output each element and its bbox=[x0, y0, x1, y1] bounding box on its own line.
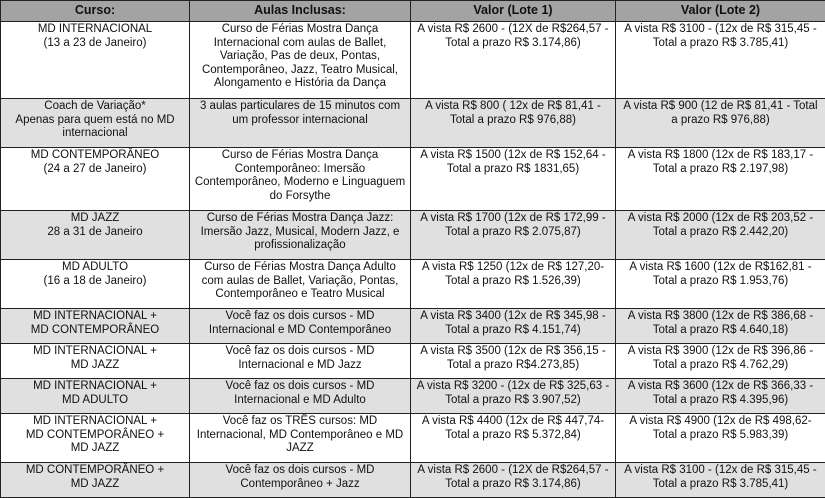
cell-aulas: Curso de Férias Mostra Dança Internacional com aulas de Ballet, Variação, Pas de deux, Pontas, Contemporâneo, Jazz, Teatro Musical, Alongamento e História da Dança bbox=[190, 22, 411, 99]
table-row bbox=[1, 99, 825, 148]
curso-line: (16 a 18 de Janeiro) bbox=[4, 275, 186, 289]
curso-line: MD ADULTO bbox=[4, 394, 186, 408]
cell-curso bbox=[1, 344, 190, 379]
cell-aulas: Você faz os dois cursos - MD Internacional e MD Adulto bbox=[190, 379, 411, 414]
cell-lote2: A vista R$ 3600 (12x de R$ 366,33 - Total a prazo R$ 4.395,96) bbox=[616, 379, 825, 414]
cell-aulas: Você faz os TRÊS cursos: MD Internacional, MD Contemporâneo e MD JAZZ bbox=[190, 414, 411, 463]
cell-aulas: Você faz os dois cursos - MD Internacional e MD Jazz bbox=[190, 344, 411, 379]
cell-lote1: A vista R$ 3400 (12x de R$ 345,98 - Total a prazo R$ 4.151,74) bbox=[411, 309, 616, 344]
table-row bbox=[1, 344, 825, 379]
table-row bbox=[1, 309, 825, 344]
cell-aulas: Você faz os dois cursos - MD Internacional e MD Contemporâneo bbox=[190, 309, 411, 344]
cell-lote2: A vista R$ 3100 - (12x de R$ 315,45 - Total a prazo R$ 3.785,41) bbox=[616, 463, 825, 498]
curso-line: MD INTERNACIONAL + bbox=[4, 415, 186, 429]
cell-curso bbox=[1, 211, 190, 260]
cell-curso bbox=[1, 99, 190, 148]
cell-curso bbox=[1, 309, 190, 344]
cell-aulas: Curso de Férias Mostra Dança Adulto com aulas de Ballet, Variação, Pontas, Contemporâneo e Teatro Musical bbox=[190, 260, 411, 309]
curso-line: MD INTERNACIONAL bbox=[4, 23, 186, 37]
table-row bbox=[1, 379, 825, 414]
cell-lote1: A vista R$ 4400 (12x de R$ 447,74- Total a prazo R$ 5.372,84) bbox=[411, 414, 616, 463]
header-lote1: Valor (Lote 1) bbox=[411, 1, 616, 22]
cell-lote1: A vista R$ 2600 - (12X de R$264,57 - Total a prazo R$ 3.174,86) bbox=[411, 463, 616, 498]
header-curso: Curso: bbox=[1, 1, 190, 22]
curso-line: MD CONTEMPORÂNEO + bbox=[4, 464, 186, 478]
cell-lote2: A vista R$ 4900 (12x de R$ 498,62- Total a prazo R$ 5.983,39) bbox=[616, 414, 825, 463]
table-row bbox=[1, 414, 825, 463]
header-row bbox=[1, 1, 825, 22]
cell-curso bbox=[1, 148, 190, 211]
cell-lote1: A vista R$ 1700 (12x de R$ 172,99 - Total a prazo R$ 2.075,87) bbox=[411, 211, 616, 260]
cell-lote1: A vista R$ 1500 (12x de R$ 152,64 - Total a prazo R$ 1831,65) bbox=[411, 148, 616, 211]
header-aulas: Aulas Inclusas: bbox=[190, 1, 411, 22]
curso-line: (24 a 27 de Janeiro) bbox=[4, 163, 186, 177]
cell-aulas: 3 aulas particulares de 15 minutos com um professor internacional bbox=[190, 99, 411, 148]
curso-line: MD CONTEMPORÂNEO + bbox=[4, 429, 186, 443]
cell-lote2: A vista R$ 3900 (12x de R$ 396,86 - Total a prazo R$ 4.762,29) bbox=[616, 344, 825, 379]
table-row bbox=[1, 260, 825, 309]
cell-lote1: A vista R$ 3500 (12x de R$ 356,15 - Total a prazo R$4.273,85) bbox=[411, 344, 616, 379]
header-lote2: Valor (Lote 2) bbox=[616, 1, 825, 22]
curso-line: 28 a 31 de Janeiro bbox=[4, 226, 186, 240]
cell-lote1: A vista R$ 2600 - (12X de R$264,57 - Total a prazo R$ 3.174,86) bbox=[411, 22, 616, 99]
cell-lote1: A vista R$ 800 ( 12x de R$ 81,41 - Total a prazo R$ 976,88) bbox=[411, 99, 616, 148]
curso-line: MD JAZZ bbox=[4, 442, 186, 456]
curso-line: MD INTERNACIONAL + bbox=[4, 345, 186, 359]
cell-curso bbox=[1, 260, 190, 309]
cell-curso bbox=[1, 414, 190, 463]
curso-line: MD INTERNACIONAL + bbox=[4, 310, 186, 324]
table-row bbox=[1, 148, 825, 211]
curso-line: Apenas para quem está no MD internacional bbox=[4, 114, 186, 141]
curso-line: MD JAZZ bbox=[4, 212, 186, 226]
cell-curso bbox=[1, 379, 190, 414]
cell-lote2: A vista R$ 900 (12 de R$ 81,41 - Total a prazo R$ 976,88) bbox=[616, 99, 825, 148]
table-row bbox=[1, 211, 825, 260]
cell-aulas: Você faz os dois cursos - MD Contemporâneo + Jazz bbox=[190, 463, 411, 498]
cell-lote2: A vista R$ 1600 (12x de R$162,81 - Total a prazo R$ 1.953,76) bbox=[616, 260, 825, 309]
cell-curso bbox=[1, 22, 190, 99]
cell-lote1: A vista R$ 1250 (12x de R$ 127,20- Total a prazo R$ 1.526,39) bbox=[411, 260, 616, 309]
curso-line: MD INTERNACIONAL + bbox=[4, 380, 186, 394]
cell-lote2: A vista R$ 2000 (12x de R$ 203,52 - Total a prazo R$ 2.442,20) bbox=[616, 211, 825, 260]
curso-line: MD CONTEMPORÂNEO bbox=[4, 324, 186, 338]
curso-line: MD ADULTO bbox=[4, 261, 186, 275]
table-row bbox=[1, 22, 825, 99]
table-row bbox=[1, 463, 825, 498]
curso-line: MD JAZZ bbox=[4, 359, 186, 373]
curso-line: MD CONTEMPORÂNEO bbox=[4, 149, 186, 163]
curso-line: Coach de Variação* bbox=[4, 100, 186, 114]
cell-lote2: A vista R$ 3800 (12x de R$ 386,68 - Total a prazo R$ 4.640,18) bbox=[616, 309, 825, 344]
cell-curso bbox=[1, 463, 190, 498]
cell-lote1: A vista R$ 3200 - (12x de R$ 325,63 - Total a prazo R$ 3.907,52) bbox=[411, 379, 616, 414]
curso-line: MD JAZZ bbox=[4, 478, 186, 492]
cell-lote2: A vista R$ 1800 (12x de R$ 183,17 - Total a prazo R$ 2.197,98) bbox=[616, 148, 825, 211]
cell-aulas: Curso de Férias Mostra Dança Jazz: Imersão Jazz, Musical, Modern Jazz, e profissionalização bbox=[190, 211, 411, 260]
cell-aulas: Curso de Férias Mostra Dança Contemporâneo: Imersão Contemporâneo, Moderno e Linguaguem do Forsythe bbox=[190, 148, 411, 211]
curso-line: (13 a 23 de Janeiro) bbox=[4, 37, 186, 51]
cell-lote2: A vista R$ 3100 - (12x de R$ 315,45 - Total a prazo R$ 3.785,41) bbox=[616, 22, 825, 99]
